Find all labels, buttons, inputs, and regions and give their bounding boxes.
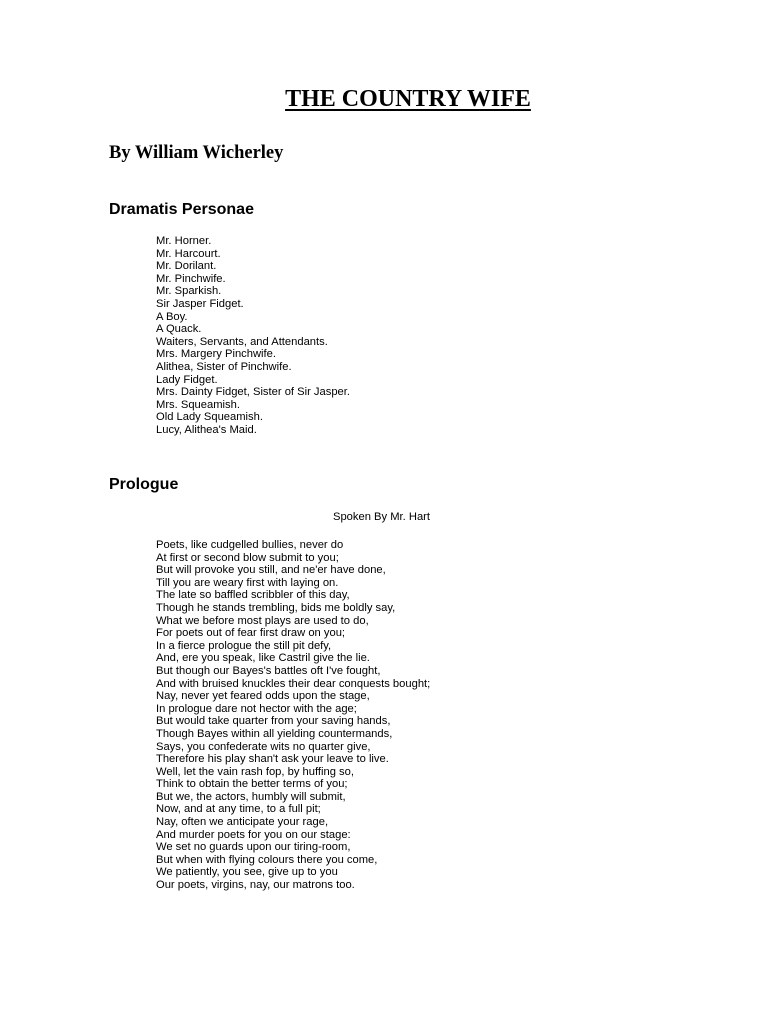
- prologue-heading: Prologue: [109, 476, 179, 493]
- verse-line: Our poets, virgins, nay, our matrons too.: [156, 879, 355, 892]
- character-item: Mrs. Dainty Fidget, Sister of Sir Jasper.: [156, 386, 350, 399]
- verse-line: What we before most plays are used to do,: [156, 614, 369, 627]
- verse-line: Therefore his play shan't ask your leave to live.: [156, 753, 389, 766]
- verse-line: For poets out of fear first draw on you;: [156, 627, 346, 640]
- character-item: Alithea, Sister of Pinchwife.: [156, 360, 292, 373]
- verse-line: Think to obtain the better terms of you;: [156, 778, 348, 791]
- document-title: THE COUNTRY WIFE: [285, 86, 531, 112]
- verse-line: Well, let the vain rash fop, by huffing so,: [156, 765, 354, 778]
- verse-line: But we, the actors, humbly will submit,: [156, 790, 346, 803]
- verse-line: The late so baffled scribbler of this day,: [156, 589, 350, 602]
- verse-line: Now, and at any time, to a full pit;: [156, 803, 321, 816]
- character-item: Sir Jasper Fidget.: [156, 297, 244, 310]
- verse-line: Nay, often we anticipate your rage,: [156, 816, 329, 829]
- verse-line: At first or second blow submit to you;: [156, 551, 339, 564]
- character-item: Mr. Pinchwife.: [156, 272, 226, 285]
- character-item: Lady Fidget.: [156, 373, 218, 386]
- character-item: Waiters, Servants, and Attendants.: [156, 335, 328, 348]
- prologue-speaker: Spoken By Mr. Hart: [333, 511, 430, 523]
- prologue-verse: [156, 539, 430, 892]
- verse-line: Nay, never yet feared odds upon the stage,: [156, 690, 370, 703]
- verse-line: And murder poets for you on our stage:: [156, 828, 351, 841]
- author-byline: By William Wicherley: [109, 143, 284, 163]
- character-item: Old Lady Squeamish.: [156, 411, 263, 424]
- verse-line: But though our Bayes's battles oft I've fought,: [156, 664, 381, 677]
- character-item: Mr. Dorilant.: [156, 260, 217, 273]
- verse-line: But when with flying colours there you come,: [156, 853, 378, 866]
- dramatis-personae-heading: Dramatis Personae: [109, 201, 254, 218]
- character-item: Mr. Sparkish.: [156, 285, 222, 298]
- character-item: Mrs. Squeamish.: [156, 398, 240, 411]
- verse-line: But would take quarter from your saving hands,: [156, 715, 391, 728]
- verse-line: Till you are weary first with laying on.: [156, 576, 339, 589]
- character-item: Mrs. Margery Pinchwife.: [156, 348, 276, 361]
- verse-line: We set no guards upon our tiring-room,: [156, 841, 351, 854]
- verse-line: Though Bayes within all yielding countermands,: [156, 727, 393, 740]
- verse-line: Though he stands trembling, bids me boldly say,: [156, 601, 396, 614]
- character-item: A Boy.: [156, 310, 188, 323]
- verse-line: In prologue dare not hector with the age;: [156, 702, 357, 715]
- character-item: Lucy, Alithea's Maid.: [156, 423, 257, 436]
- character-item: Mr. Horner.: [156, 235, 212, 247]
- verse-line: In a fierce prologue the still pit defy,: [156, 639, 332, 652]
- verse-line: And, ere you speak, like Castril give the lie.: [156, 652, 370, 665]
- verse-line: And with bruised knuckles their dear conquests bought;: [156, 677, 431, 690]
- verse-line: Says, you confederate wits no quarter give,: [156, 740, 371, 753]
- character-item: Mr. Harcourt.: [156, 247, 221, 260]
- verse-line: We patiently, you see, give up to you: [156, 866, 338, 879]
- character-list: [156, 235, 350, 437]
- verse-line: But will provoke you still, and ne'er have done,: [156, 564, 386, 577]
- character-item: A Quack.: [156, 323, 202, 336]
- verse-line: Poets, like cudgelled bullies, never do: [156, 539, 344, 551]
